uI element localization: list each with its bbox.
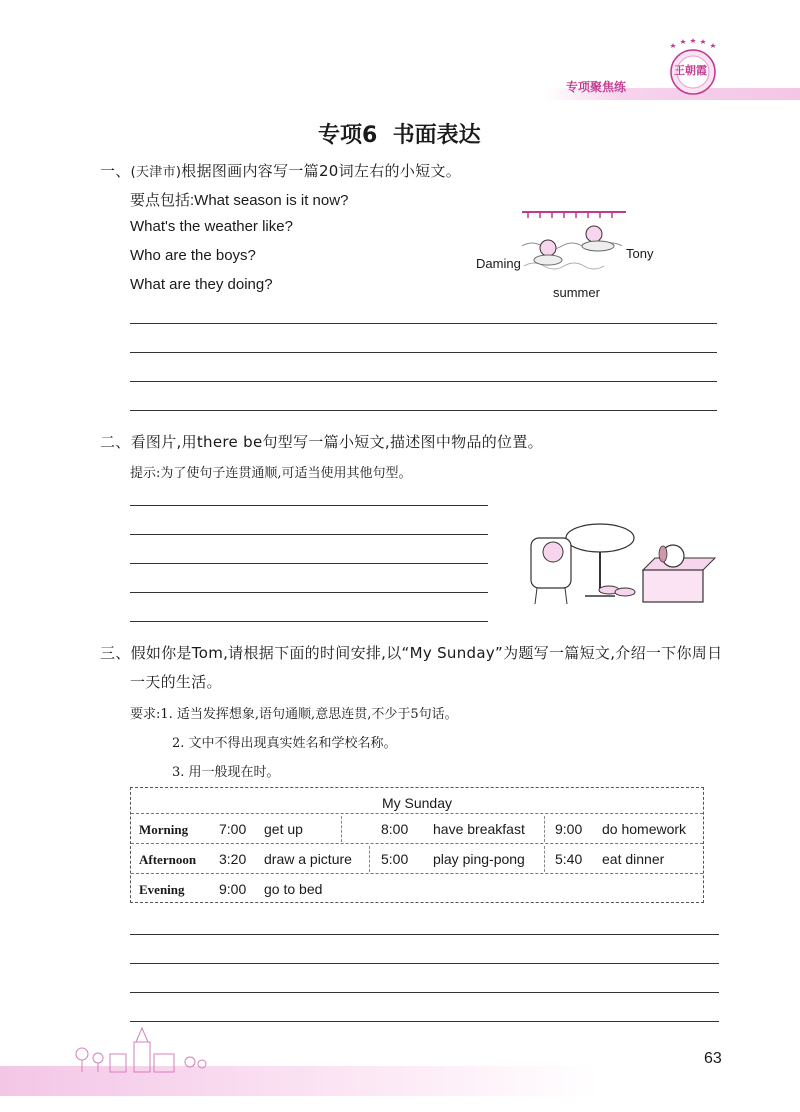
time-cell: 9:00 [555,821,583,837]
schedule-row-morning [131,813,703,844]
activity-cell: get up [264,821,303,837]
answer-line[interactable] [130,621,488,622]
section3-heading-line1 [100,642,722,663]
picture-label-tony: Tony [626,246,654,261]
answer-line[interactable] [130,592,488,593]
swimming-boys-picture [518,208,628,288]
answer-line[interactable] [130,1021,719,1022]
section2-heading [100,431,543,452]
answer-line[interactable] [130,534,488,535]
activity-cell: have breakfast [433,821,525,837]
section3-requirement-3: 3. 用一般现在时。 [172,765,280,780]
section2-num: 二、 [100,433,131,451]
section1-point-3: Who are the boys? [130,247,256,264]
activity-cell: do homework [602,821,687,837]
schedule-row-afternoon [131,843,703,874]
time-cell: 7:00 [219,821,247,837]
section1-point-4: What are they doing? [130,276,273,293]
footer-castle-decoration [70,1024,220,1074]
time-cell: 9:00 [219,881,247,897]
page-number: 63 [704,1050,722,1067]
row-label: Morning [139,822,189,837]
section2-hint: 提示:为了使句子连贯通顺,可适当使用其他句型。 [130,466,412,481]
section1-point-1: 要点包括:What season is it now? [130,192,349,209]
answer-line[interactable] [130,934,719,935]
page-title: 专项6 书面表达 [318,123,481,148]
schedule-table [130,787,704,903]
section1-num: 一、 [100,162,131,180]
section1-point-2: What's the weather like? [130,218,293,235]
answer-line[interactable] [130,323,717,324]
activity-cell: go to bed [264,881,323,897]
section1-heading [100,160,461,181]
answer-line[interactable] [130,963,719,964]
picture-label-daming: Daming [476,256,521,271]
section3-requirement-2: 2. 文中不得出现真实姓名和学校名称。 [172,736,397,751]
answer-line[interactable] [130,563,488,564]
answer-line[interactable] [130,992,719,993]
cell-divider [341,816,342,842]
section1-prompt: 根据图画内容写一篇20词左右的小短文。 [181,162,462,180]
section3-prompt-line2: 一天的生活。 [130,673,222,691]
time-cell: 5:00 [381,851,409,867]
schedule-row-evening [131,873,703,904]
row-label: Evening [139,882,185,897]
picture-label-summer: summer [553,285,600,300]
row-label: Afternoon [139,852,197,867]
section1-source: (天津市) [130,165,182,180]
answer-line[interactable] [130,410,717,411]
cell-divider [544,816,545,842]
room-objects-picture [525,518,725,606]
activity-cell: draw a picture [264,851,352,867]
section2-prompt: 看图片,用there be句型写一篇小短文,描述图中物品的位置。 [130,433,543,451]
time-cell: 5:40 [555,851,583,867]
time-cell: 3:20 [219,851,247,867]
section3-num: 三、 [100,644,131,662]
activity-cell: eat dinner [602,851,665,867]
answer-line[interactable] [130,505,488,506]
schedule-title: My Sunday [381,795,453,811]
answer-line[interactable] [130,352,717,353]
badge-text: 王朝霞 [674,64,707,77]
section3-prompt-line1: 假如你是Tom,请根据下面的时间安排,以“My Sunday”为题写一篇短文,介绍一下你周日 [130,644,723,662]
header-tag: 专项聚焦练 [566,80,627,94]
cell-divider [369,846,370,872]
time-cell: 8:00 [381,821,409,837]
answer-line[interactable] [130,381,717,382]
section3-requirement-1: 要求:1. 适当发挥想象,语句通顺,意思连贯,不少于5句话。 [130,707,458,722]
cell-divider [544,846,545,872]
activity-cell: play ping-pong [433,851,525,867]
